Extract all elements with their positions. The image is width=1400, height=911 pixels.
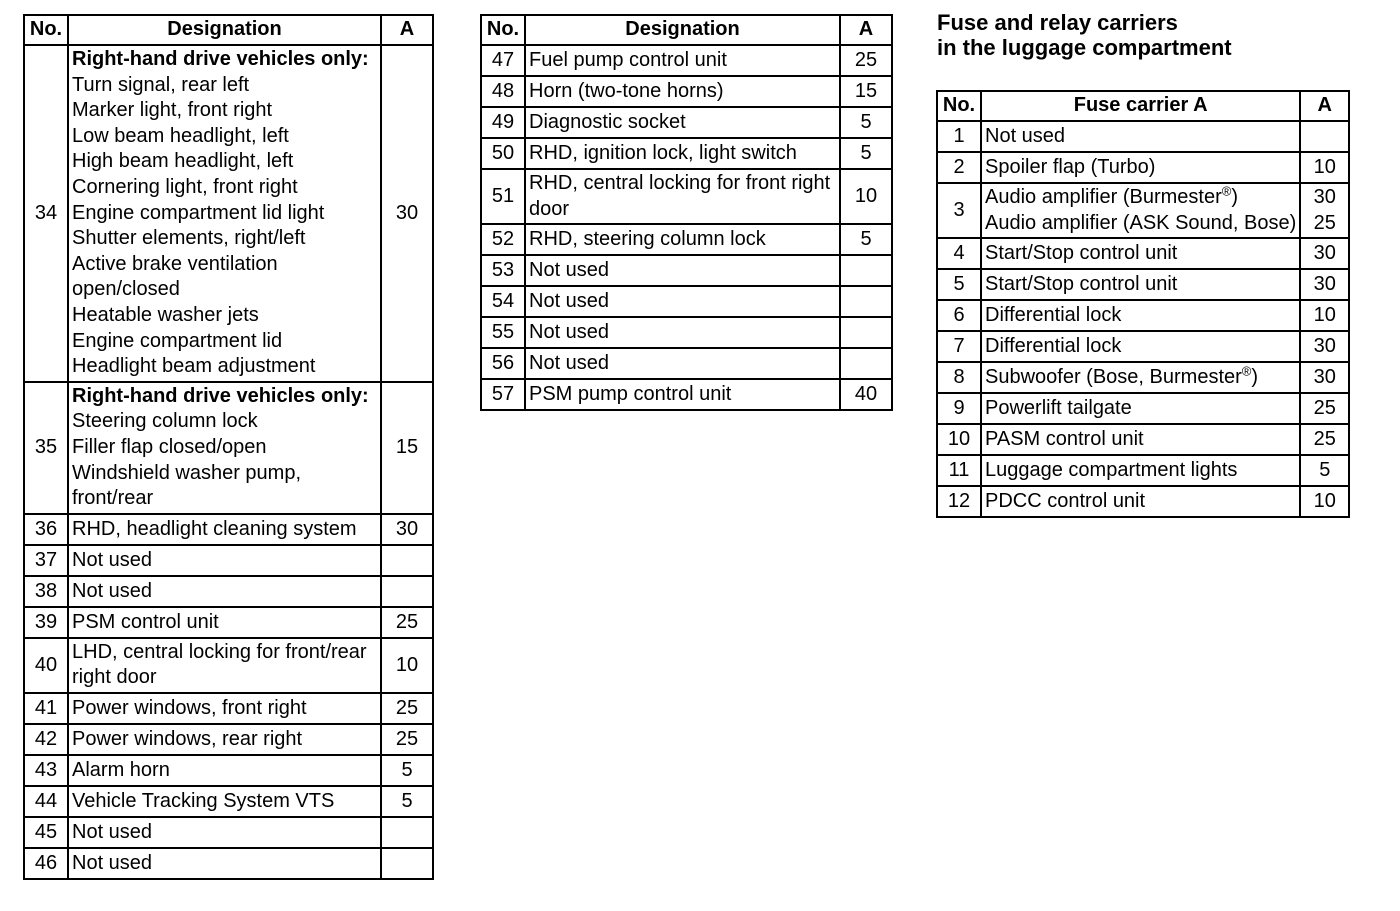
table-row (481, 45, 892, 76)
designation-text: Audio amplifier (Burmester (985, 186, 1222, 208)
fuse-number: 1 (937, 121, 981, 152)
fuse-amperage: 5 (1300, 455, 1349, 486)
fuse-designation: PSM control unit (68, 607, 381, 638)
table-row (937, 183, 1349, 238)
fuse-amperage (381, 576, 433, 607)
table-row (481, 169, 892, 224)
designation-line (72, 73, 377, 99)
fuse-designation: Horn (two-tone horns) (525, 76, 840, 107)
designation-text: front/rear (72, 487, 154, 510)
fuse-amperage (381, 848, 433, 879)
fuse-amperage: 25 (1300, 424, 1349, 455)
fuse-amperage (381, 817, 433, 848)
fuse-amperage (1300, 121, 1349, 152)
fuse-designation: Not used (525, 286, 840, 317)
fuse-amperage: 30 (381, 514, 433, 545)
fuse-number: 7 (937, 331, 981, 362)
fuse-amperage: 5 (840, 224, 892, 255)
table-row (24, 848, 433, 879)
designation-line (72, 329, 377, 355)
header-row (24, 15, 433, 45)
fuse-number: 42 (24, 724, 68, 755)
designation-text: RHD, central locking for front right (529, 172, 831, 194)
fuse-designation: Fuel pump control unit (525, 45, 840, 76)
table-row (937, 238, 1349, 269)
registered-mark: ® (1241, 363, 1252, 379)
fuse-number: 51 (481, 169, 525, 224)
fuse-designation: Power windows, front right (68, 693, 381, 724)
fuse-number: 37 (24, 545, 68, 576)
designation-line (72, 384, 377, 410)
designation-text: Marker light, front right (72, 99, 273, 122)
fuse-designation: RHD, ignition lock, light switch (525, 138, 840, 169)
designation-text: High beam headlight, left (72, 150, 294, 173)
fuse-amperage (1300, 183, 1349, 238)
designation-text: Right-hand drive vehicles only: (72, 48, 369, 71)
table-row (937, 269, 1349, 300)
header-designation: Designation (525, 15, 840, 45)
header-no: No. (481, 15, 525, 45)
table-row (24, 545, 433, 576)
table-row (937, 424, 1349, 455)
fuse-designation: Not used (525, 317, 840, 348)
designation-text: Engine compartment lid light (72, 201, 325, 224)
fuse-number: 2 (937, 152, 981, 183)
fuse-number: 8 (937, 362, 981, 393)
fuse-amperage: 10 (1300, 152, 1349, 183)
designation-line (72, 486, 377, 512)
designation-text: Filler flap closed/open (72, 436, 267, 458)
designation-line (72, 303, 377, 329)
designation-text: Windshield washer pump, (72, 461, 301, 484)
designation-text: LHD, central locking for front/rear (72, 640, 367, 663)
fuse-amperage (840, 317, 892, 348)
designation-text: Turn signal, rear left (72, 73, 250, 96)
fuse-number: 57 (481, 379, 525, 410)
fuse-designation: Not used (525, 255, 840, 286)
table-row (24, 45, 433, 382)
fuse-number: 48 (481, 76, 525, 107)
table-row (24, 382, 433, 514)
fuse-number: 39 (24, 607, 68, 638)
fuse-amperage: 25 (1300, 393, 1349, 424)
designation-text: Active brake ventilation (72, 252, 278, 275)
fuse-amperage: 30 (1300, 269, 1349, 300)
fuse-amperage: 30 (381, 45, 433, 382)
fuse-amperage: 15 (381, 382, 433, 514)
fuse-number: 34 (24, 45, 68, 382)
fuse-designation: Differential lock (981, 331, 1300, 362)
fuse-number: 41 (24, 693, 68, 724)
fuse-number: 12 (937, 486, 981, 517)
table-row (937, 300, 1349, 331)
fuse-designation (525, 169, 840, 224)
fuse-number: 43 (24, 755, 68, 786)
table-row (24, 817, 433, 848)
designation-text: Headlight beam adjustment (72, 355, 316, 378)
fuse-number: 4 (937, 238, 981, 269)
fuse-designation: RHD, headlight cleaning system (68, 514, 381, 545)
fuse-designation: PASM control unit (981, 424, 1300, 455)
designation-line (72, 665, 377, 691)
section-title-line-2: in the luggage compartment (937, 35, 1232, 60)
table-row (24, 786, 433, 817)
designation-text: Shutter elements, right/left (72, 227, 306, 250)
designation-line (72, 354, 377, 380)
fuse-number: 49 (481, 107, 525, 138)
fuse-number: 11 (937, 455, 981, 486)
fuse-number: 35 (24, 382, 68, 514)
section-title (937, 10, 1232, 60)
fuse-number: 45 (24, 817, 68, 848)
designation-line (529, 171, 836, 197)
designation-line (72, 435, 377, 461)
fuse-designation: Luggage compartment lights (981, 455, 1300, 486)
table-row (24, 724, 433, 755)
fuse-designation: PDCC control unit (981, 486, 1300, 517)
fuse-amperage: 5 (381, 755, 433, 786)
fuse-carrier-a-table (936, 90, 1350, 518)
fuse-designation (981, 362, 1300, 393)
fuse-designation (981, 183, 1300, 238)
designation-line (72, 640, 377, 666)
table-row (481, 286, 892, 317)
header-no: No. (24, 15, 68, 45)
fuse-amperage: 5 (840, 138, 892, 169)
fuse-number: 6 (937, 300, 981, 331)
header-row (481, 15, 892, 45)
designation-line (72, 409, 377, 435)
fuse-designation: Not used (981, 121, 1300, 152)
fuse-designation: RHD, steering column lock (525, 224, 840, 255)
designation-text: Low beam headlight, left (72, 124, 289, 147)
fuse-number: 40 (24, 638, 68, 693)
fuse-designation: Start/Stop control unit (981, 269, 1300, 300)
fuse-amperage: 25 (840, 45, 892, 76)
designation-line (72, 149, 377, 175)
header-designation: Designation (68, 15, 381, 45)
fuse-designation: Not used (68, 545, 381, 576)
designation-line (72, 201, 377, 227)
table-row (481, 107, 892, 138)
fuse-number: 3 (937, 183, 981, 238)
header-amps: A (840, 15, 892, 45)
fuse-table-1 (23, 14, 434, 880)
table-row (24, 638, 433, 693)
designation-line (72, 175, 377, 201)
fuse-number: 50 (481, 138, 525, 169)
fuse-amperage: 10 (1300, 486, 1349, 517)
header-amps: A (381, 15, 433, 45)
fuse-designation: Not used (68, 848, 381, 879)
designation-line (985, 185, 1296, 211)
designation-line (529, 197, 836, 223)
fuse-designation: Not used (68, 576, 381, 607)
designation-line (72, 124, 377, 150)
fuse-designation: Not used (525, 348, 840, 379)
designation-text: door (529, 197, 570, 220)
fuse-amperage: 5 (381, 786, 433, 817)
designation-text: Engine compartment lid (72, 329, 283, 352)
designation-text: open/closed (72, 278, 180, 301)
designation-text: Steering column lock (72, 410, 258, 433)
fuse-designation: Differential lock (981, 300, 1300, 331)
table-row (937, 362, 1349, 393)
fuse-designation: Powerlift tailgate (981, 393, 1300, 424)
amperage-line: 25 (1313, 211, 1336, 234)
fuse-number: 5 (937, 269, 981, 300)
fuse-amperage: 10 (840, 169, 892, 224)
fuse-number: 44 (24, 786, 68, 817)
table-row (937, 393, 1349, 424)
designation-text: Cornering light, front right (72, 176, 298, 198)
table-row (24, 693, 433, 724)
table-row (24, 755, 433, 786)
fuse-designation (68, 382, 381, 514)
fuse-number: 47 (481, 45, 525, 76)
designation-line (72, 252, 377, 278)
fuse-amperage (840, 255, 892, 286)
table-row (481, 348, 892, 379)
fuse-amperage: 25 (381, 607, 433, 638)
fuse-designation: PSM pump control unit (525, 379, 840, 410)
table-row (24, 607, 433, 638)
fuse-amperage: 10 (381, 638, 433, 693)
designation-text: Audio amplifier (ASK Sound, Bose) (985, 211, 1297, 234)
fuse-number: 54 (481, 286, 525, 317)
table-row (481, 317, 892, 348)
designation-text: Right-hand drive vehicles only: (72, 384, 369, 407)
header-row (937, 91, 1349, 121)
designation-line (72, 461, 377, 487)
fuse-table-2 (480, 14, 893, 411)
fuse-amperage (840, 348, 892, 379)
fuse-number: 56 (481, 348, 525, 379)
table-row (24, 514, 433, 545)
fuse-number: 52 (481, 224, 525, 255)
registered-mark: ® (1221, 183, 1232, 199)
fuse-designation: Spoiler flap (Turbo) (981, 152, 1300, 183)
fuse-number: 36 (24, 514, 68, 545)
fuse-number: 53 (481, 255, 525, 286)
designation-text: Subwoofer (Bose, Burmester (985, 365, 1242, 388)
header-designation: Fuse carrier A (981, 91, 1300, 121)
table-row (937, 121, 1349, 152)
table-row (937, 152, 1349, 183)
designation-text: right door (72, 666, 157, 689)
designation-text-suffix: ) (1251, 365, 1259, 388)
designation-line (72, 277, 377, 303)
designation-line (985, 211, 1296, 237)
amperage-line: 30 (1313, 186, 1336, 208)
fuse-amperage: 30 (1300, 362, 1349, 393)
fuse-designation: Power windows, rear right (68, 724, 381, 755)
designation-line (985, 365, 1296, 391)
table-row (937, 331, 1349, 362)
fuse-designation (68, 45, 381, 382)
fuse-designation: Vehicle Tracking System VTS (68, 786, 381, 817)
fuse-amperage: 5 (840, 107, 892, 138)
designation-text: Heatable washer jets (72, 303, 259, 326)
table-row (481, 224, 892, 255)
fuse-number: 10 (937, 424, 981, 455)
fuse-designation: Not used (68, 817, 381, 848)
table-row (481, 379, 892, 410)
fuse-number: 55 (481, 317, 525, 348)
fuse-amperage: 30 (1300, 238, 1349, 269)
designation-text-suffix: ) (1231, 186, 1239, 208)
fuse-amperage: 10 (1300, 300, 1349, 331)
table-row (24, 576, 433, 607)
fuse-amperage: 30 (1300, 331, 1349, 362)
fuse-number: 46 (24, 848, 68, 879)
fuse-number: 38 (24, 576, 68, 607)
section-title-line-1: Fuse and relay carriers (937, 10, 1178, 35)
fuse-amperage: 40 (840, 379, 892, 410)
designation-line (72, 98, 377, 124)
table-row (481, 255, 892, 286)
fuse-amperage: 25 (381, 724, 433, 755)
table-row (481, 138, 892, 169)
fuse-designation (68, 638, 381, 693)
fuse-amperage (840, 286, 892, 317)
fuse-number: 9 (937, 393, 981, 424)
fuse-designation: Start/Stop control unit (981, 238, 1300, 269)
designation-line (72, 226, 377, 252)
table-row (481, 76, 892, 107)
fuse-amperage: 25 (381, 693, 433, 724)
fuse-amperage (381, 545, 433, 576)
fuse-amperage: 15 (840, 76, 892, 107)
fuse-designation: Alarm horn (68, 755, 381, 786)
fuse-designation: Diagnostic socket (525, 107, 840, 138)
header-no: No. (937, 91, 981, 121)
table-row (937, 455, 1349, 486)
header-amps: A (1300, 91, 1349, 121)
table-row (937, 486, 1349, 517)
designation-line (72, 47, 377, 73)
